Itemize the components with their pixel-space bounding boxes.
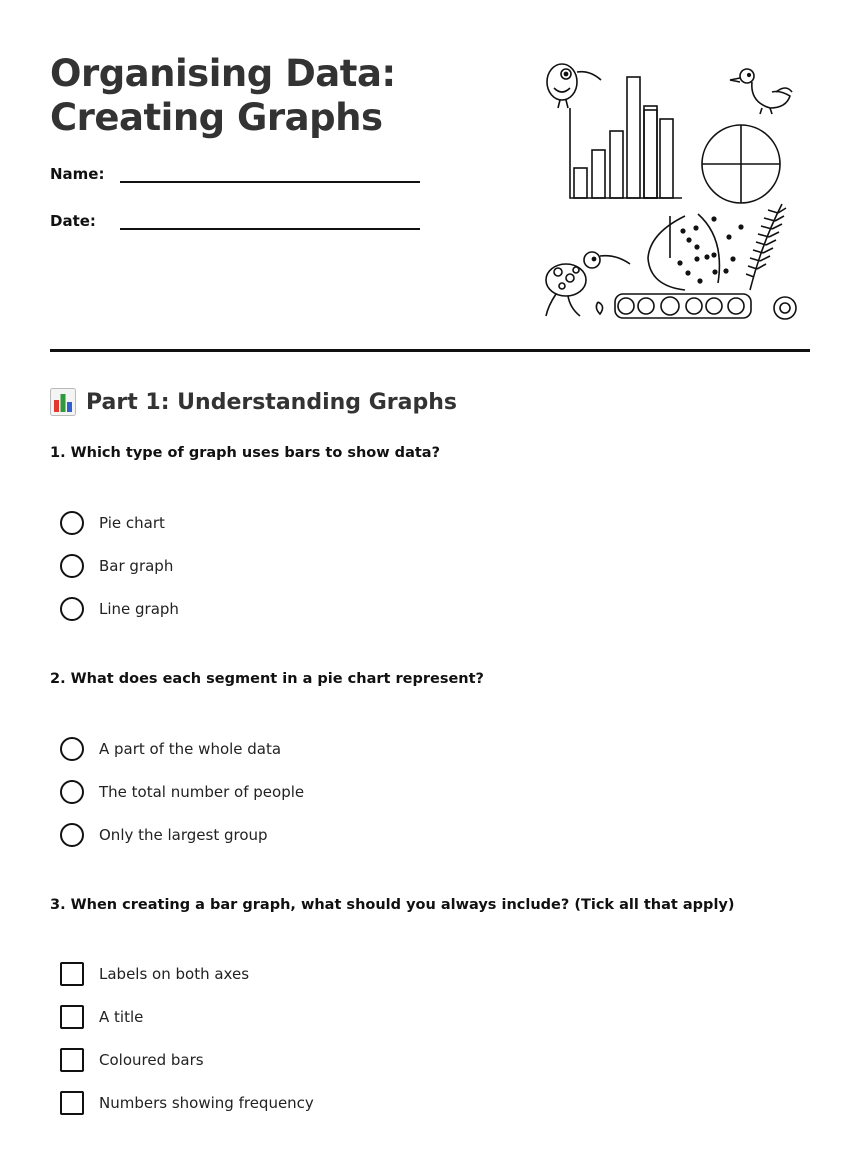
scatter-dots-icon bbox=[677, 216, 743, 283]
date-label: Date: bbox=[50, 212, 96, 230]
q2-option-3[interactable] bbox=[60, 822, 268, 848]
name-line[interactable] bbox=[120, 165, 420, 183]
question-1: 1. Which type of graph uses bars to show data? bbox=[50, 445, 440, 461]
koru-pattern-icon bbox=[596, 294, 796, 319]
graphs-illustration bbox=[540, 58, 802, 326]
question-2: 2. What does each segment in a pie chart represent? bbox=[50, 671, 484, 687]
question-3: 3. When creating a bar graph, what should you always include? (Tick all that apply) bbox=[50, 897, 735, 913]
section-heading bbox=[50, 388, 457, 416]
date-field[interactable] bbox=[50, 212, 420, 230]
bar-chart-icon bbox=[50, 388, 76, 416]
worksheet-header bbox=[50, 52, 520, 140]
header-divider bbox=[50, 349, 810, 352]
pie-chart-drawing-icon bbox=[702, 125, 780, 203]
title-line-1: Organising Data: bbox=[50, 52, 396, 95]
option-label: The total number of people bbox=[99, 783, 305, 801]
name-label: Name: bbox=[50, 165, 105, 183]
option-label: Numbers showing frequency bbox=[99, 1094, 314, 1112]
bar-chart-drawing-icon bbox=[570, 77, 682, 198]
option-label: Bar graph bbox=[99, 557, 174, 575]
kiwi-bird-icon bbox=[547, 64, 601, 108]
option-label: Pie chart bbox=[99, 514, 165, 532]
radio-button[interactable] bbox=[60, 597, 84, 621]
q3-option-3[interactable] bbox=[60, 1047, 204, 1073]
date-line[interactable] bbox=[120, 212, 420, 230]
q3-option-2[interactable] bbox=[60, 1004, 143, 1030]
scatter-plot-drawing-icon bbox=[648, 214, 719, 290]
q1-option-2[interactable] bbox=[60, 553, 173, 579]
q3-option-4[interactable] bbox=[60, 1090, 314, 1116]
option-label: Coloured bars bbox=[99, 1051, 204, 1069]
title-line-2: Creating Graphs bbox=[50, 96, 383, 139]
radio-button[interactable] bbox=[60, 823, 84, 847]
q1-option-1[interactable] bbox=[60, 510, 165, 536]
checkbox[interactable] bbox=[60, 1091, 84, 1115]
radio-button[interactable] bbox=[60, 737, 84, 761]
q3-option-1[interactable] bbox=[60, 961, 249, 987]
option-label: Line graph bbox=[99, 600, 179, 618]
q2-option-2[interactable] bbox=[60, 779, 304, 805]
option-label: A part of the whole data bbox=[99, 740, 282, 758]
q1-option-3[interactable] bbox=[60, 596, 179, 622]
q2-option-1[interactable] bbox=[60, 736, 281, 762]
small-bird-icon bbox=[730, 69, 792, 114]
radio-button[interactable] bbox=[60, 554, 84, 578]
page-title bbox=[50, 52, 520, 140]
option-label: Only the largest group bbox=[99, 826, 268, 844]
fern-icon bbox=[746, 204, 786, 290]
option-label: A title bbox=[99, 1008, 144, 1026]
checkbox[interactable] bbox=[60, 962, 84, 986]
radio-button[interactable] bbox=[60, 780, 84, 804]
section-title: Part 1: Understanding Graphs bbox=[86, 389, 457, 415]
option-label: Labels on both axes bbox=[99, 965, 250, 983]
checkbox[interactable] bbox=[60, 1048, 84, 1072]
radio-button[interactable] bbox=[60, 511, 84, 535]
checkbox[interactable] bbox=[60, 1005, 84, 1029]
name-field[interactable] bbox=[50, 165, 420, 183]
